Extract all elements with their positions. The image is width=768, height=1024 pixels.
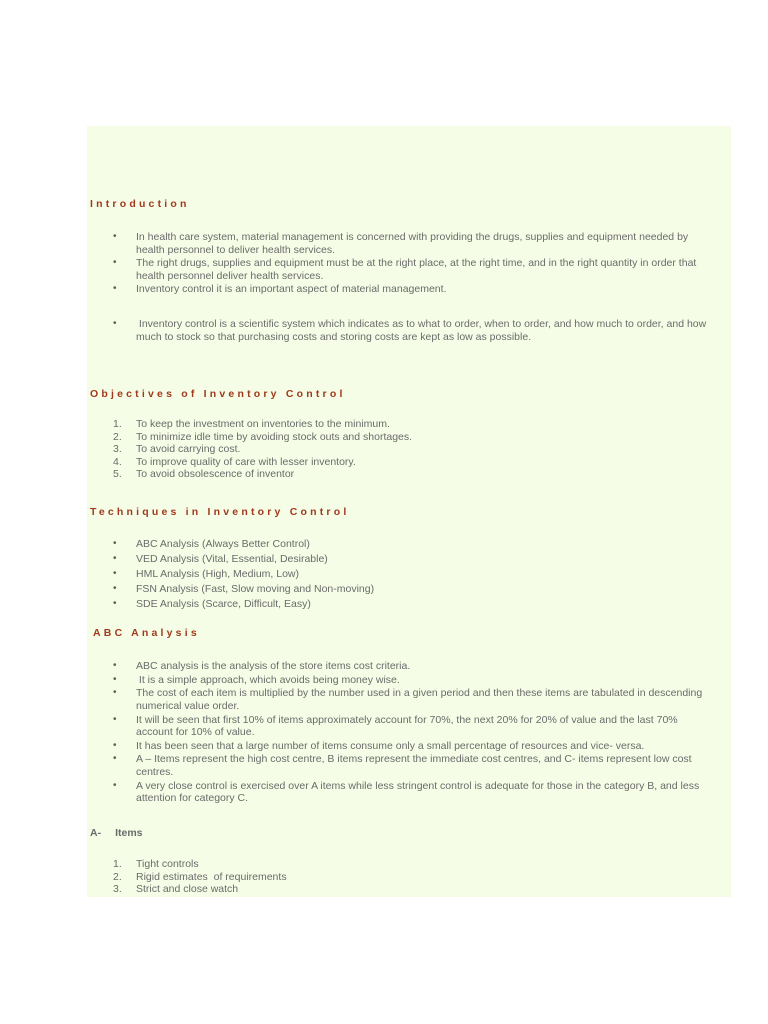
list-item: • FSN Analysis (Fast, Slow moving and Non-moving) [113, 583, 375, 595]
bullet-icon: • [113, 673, 117, 685]
bullet-icon: • [113, 283, 117, 295]
bullet-icon: • [113, 538, 117, 549]
introduction-list-2 [0, 318, 768, 344]
objectives-list [0, 418, 768, 481]
a-items-heading: A- Items [90, 827, 143, 839]
bullet-icon: • [113, 257, 117, 269]
bullet-icon: • [113, 660, 117, 671]
list-item: • It will be seen that first 10% of items approximately account for 70%, the next 20% for 20% of value and the last 70% account for 10% of value. [113, 713, 678, 739]
list-item: • It is a simple approach, which avoids being money wise. [113, 673, 400, 686]
list-item: 3. To avoid carrying cost. [113, 443, 241, 455]
bullet-icon: • [113, 739, 117, 751]
bullet-icon: • [113, 713, 117, 725]
list-item: • Inventory control is a scientific system which indicates as to what to order, when to order, and how much to order, and how much to stock so that purchasing costs and storing costs are kept as low as possible. [113, 318, 710, 343]
list-item: 3. Strict and close watch [113, 883, 239, 895]
bullet-icon: • [113, 583, 117, 594]
list-item: • Inventory control it is an important aspect of material management. [113, 283, 447, 296]
list-item: • In health care system, material management is concerned with providing the drugs, supplies and equipment needed by health personnel to deliver health services. [113, 231, 689, 256]
bullet-icon: • [113, 598, 117, 609]
list-item: • It has been seen that a large number of items consume only a small percentage of resources and vice- versa. [113, 739, 645, 752]
list-item: 1. Tight controls [113, 858, 199, 870]
list-item: • The right drugs, supplies and equipment must be at the right place, at the right time, and in the right quantity in order that health personnel deliver health services. [113, 257, 697, 282]
list-item: • ABC Analysis (Always Better Control) [113, 538, 310, 550]
bullet-icon: • [113, 553, 117, 564]
list-item: • The cost of each item is multiplied by the number used in a given period and then these items are tabulated in descending numerical value order. [113, 687, 703, 712]
objectives-heading: Objectives of Inventory Control [90, 388, 346, 400]
list-item: 2. Rigid estimates of requirements [113, 870, 287, 883]
bullet-icon: • [113, 231, 117, 242]
list-item: 1. To keep the investment on inventories to the minimum. [113, 418, 390, 430]
list-item: 2. To minimize idle time by avoiding stock outs and shortages. [113, 430, 413, 443]
list-item: • VED Analysis (Vital, Essential, Desirable) [113, 553, 328, 565]
list-item: • HML Analysis (High, Medium, Low) [113, 568, 299, 580]
bullet-icon: • [113, 687, 117, 699]
bullet-icon: • [113, 753, 117, 765]
abc-analysis-heading: ABC Analysis [93, 627, 200, 639]
bullet-icon: • [113, 779, 117, 791]
list-item: • A – Items represent the high cost centre, B items represent the immediate cost centres, and C- items represent low cost centres. [113, 753, 692, 778]
list-item: 4. To improve quality of care with lesser inventory. [113, 455, 356, 468]
introduction-heading: Introduction [90, 198, 190, 210]
bullet-icon: • [113, 568, 117, 579]
abc-analysis-list [0, 660, 768, 806]
bullet-icon: • [113, 318, 117, 329]
a-items-list [0, 858, 768, 896]
list-item: • ABC analysis is the analysis of the store items cost criteria. [113, 660, 411, 672]
list-item: • SDE Analysis (Scarce, Difficult, Easy) [113, 598, 311, 610]
techniques-list [0, 538, 768, 613]
list-item: 5. To avoid obsolescence of inventor [113, 468, 295, 480]
list-item: • A very close control is exercised over A items while less stringent control is adequate for those in the category B, and less attention for category C. [113, 779, 700, 805]
techniques-heading: Techniques in Inventory Control [90, 506, 350, 518]
introduction-list [0, 231, 768, 297]
